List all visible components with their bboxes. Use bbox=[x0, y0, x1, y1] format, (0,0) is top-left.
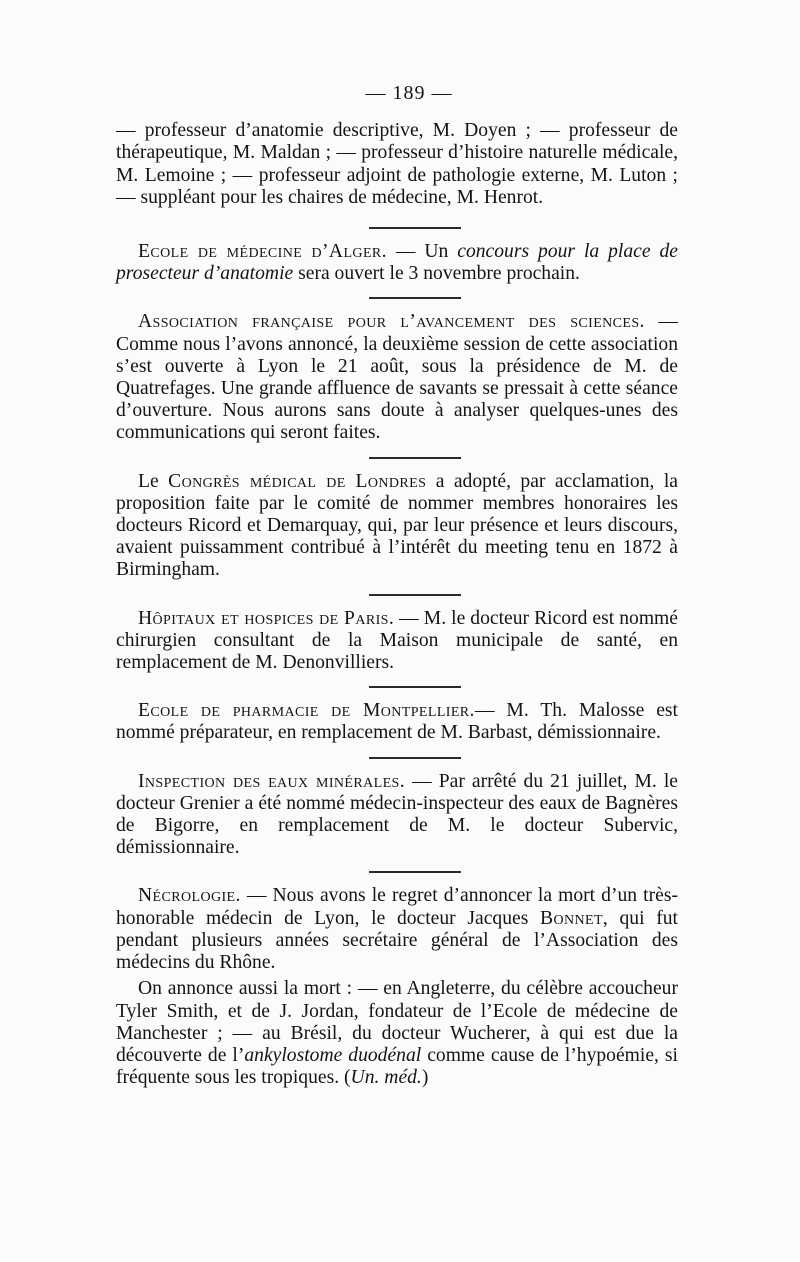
text-segment: — M. Th. Malosse est nommé préparateur, en remplacement de M. Barbast, démissionnaire. bbox=[116, 700, 678, 744]
section-heading: Congrès médical de Londres bbox=[168, 470, 427, 492]
text-segment: — professeur d’anatomie descriptive, M. Doyen ; — professeur de thérapeutique, M. Maldan ; — professeur d’histoire naturelle médicale, M. Lemoine ; — professeur adjoint de pathologie externe, M. Luton ; — suppléant pour les chaires de médecine, M. Henrot. bbox=[116, 120, 678, 208]
text-segment: — Nous avons le regret d’annoncer la mort d’un très-honorable médecin de Lyon, le docteur Jacques bbox=[116, 885, 678, 929]
page-number: — 189 — bbox=[365, 82, 453, 104]
section-heading: Ecole de pharmacie de Montpellier. bbox=[138, 700, 475, 722]
text-column bbox=[116, 82, 678, 1089]
paragraph-ecole-alger bbox=[116, 241, 678, 285]
section-divider bbox=[369, 757, 461, 759]
text-segment: sera ouvert le 3 novembre prochain. bbox=[293, 263, 580, 285]
section-heading: Association française pour l’avancement des sciences. bbox=[138, 311, 645, 333]
section-divider bbox=[369, 686, 461, 688]
paragraph-association-francaise bbox=[116, 311, 678, 444]
section-heading: Hôpitaux et hospices de Paris. bbox=[138, 607, 395, 629]
italic-segment: ankylostome duodénal bbox=[244, 1044, 422, 1066]
section-divider bbox=[369, 297, 461, 299]
text-segment: — M. le docteur Ricord est nommé chirurgien consultant de la Maison municipale de santé, en remplacement de M. Denonvilliers. bbox=[116, 607, 678, 674]
paragraph-inspection-eaux bbox=[116, 771, 678, 860]
italic-segment: concours pour la place de prosecteur d’anatomie bbox=[116, 241, 678, 285]
section-heading: Nécrologie. bbox=[138, 885, 241, 907]
paragraph-obituaries bbox=[116, 978, 678, 1089]
paragraph-necrologie bbox=[116, 885, 678, 974]
text-segment: comme cause de l’hypoémie, si fréquente sous les tropiques. bbox=[116, 1044, 678, 1089]
text-segment: — Par arrêté du 21 juillet, M. le docteur Grenier a été nommé médecin-inspecteur des eaux de Bagnères de Bigorre, en remplacement de M. le docteur Subervic, démissionnaire. bbox=[116, 770, 678, 859]
section-divider bbox=[369, 457, 461, 459]
section-heading: Ecole de médecine d’Alger. bbox=[138, 241, 387, 263]
source-close-paren: ) bbox=[421, 1067, 429, 1089]
text-segment: Le bbox=[138, 470, 169, 492]
section-heading: Inspection des eaux minérales. bbox=[138, 770, 406, 792]
small-caps-name: Bonnet bbox=[540, 907, 603, 929]
section-divider bbox=[369, 594, 461, 596]
paragraph-pharmacie-montpellier bbox=[116, 700, 678, 744]
paragraph-faculty-appointments bbox=[116, 120, 678, 209]
source-open-paren: ( bbox=[339, 1067, 351, 1089]
source-citation: Un. méd. bbox=[350, 1067, 422, 1089]
paragraph-hopitaux-paris bbox=[116, 608, 678, 675]
section-divider bbox=[369, 871, 461, 873]
text-segment: On annonce aussi la mort : — en Angleterre, du célèbre accoucheur Tyler Smith, et de J. Jordan, fondateur de l’Ecole de médecine de Manchester ; — au Brésil, du docteur Wucherer, à qui est due la découverte de l’ bbox=[116, 978, 678, 1066]
paragraph-congres-londres bbox=[116, 471, 678, 582]
text-segment: a adopté, par acclamation, la proposition faite par le comité de nommer membres honoraires les docteurs Ricord et Demarquay, qui, par leur présence et leurs discours, avaient puissamment contribué à l’intérêt du meeting tenu en 1872 à Birmingham. bbox=[116, 470, 678, 581]
text-segment: , qui fut pendant plusieurs années secrétaire général de l’Association des médecins du Rhône. bbox=[116, 907, 678, 974]
section-divider bbox=[369, 227, 461, 229]
text-segment: — Un bbox=[386, 241, 458, 263]
text-segment: — Comme nous l’avons annoncé, la deuxième session de cette association s’est ouverte à Lyon le 21 août, sous la présidence de M. de Quatrefages. Une grande affluence de savants se pressait à cette séance d’ouverture. Nous aurons sans doute à analyser quelques-unes des communications qui seront faites. bbox=[116, 311, 678, 444]
